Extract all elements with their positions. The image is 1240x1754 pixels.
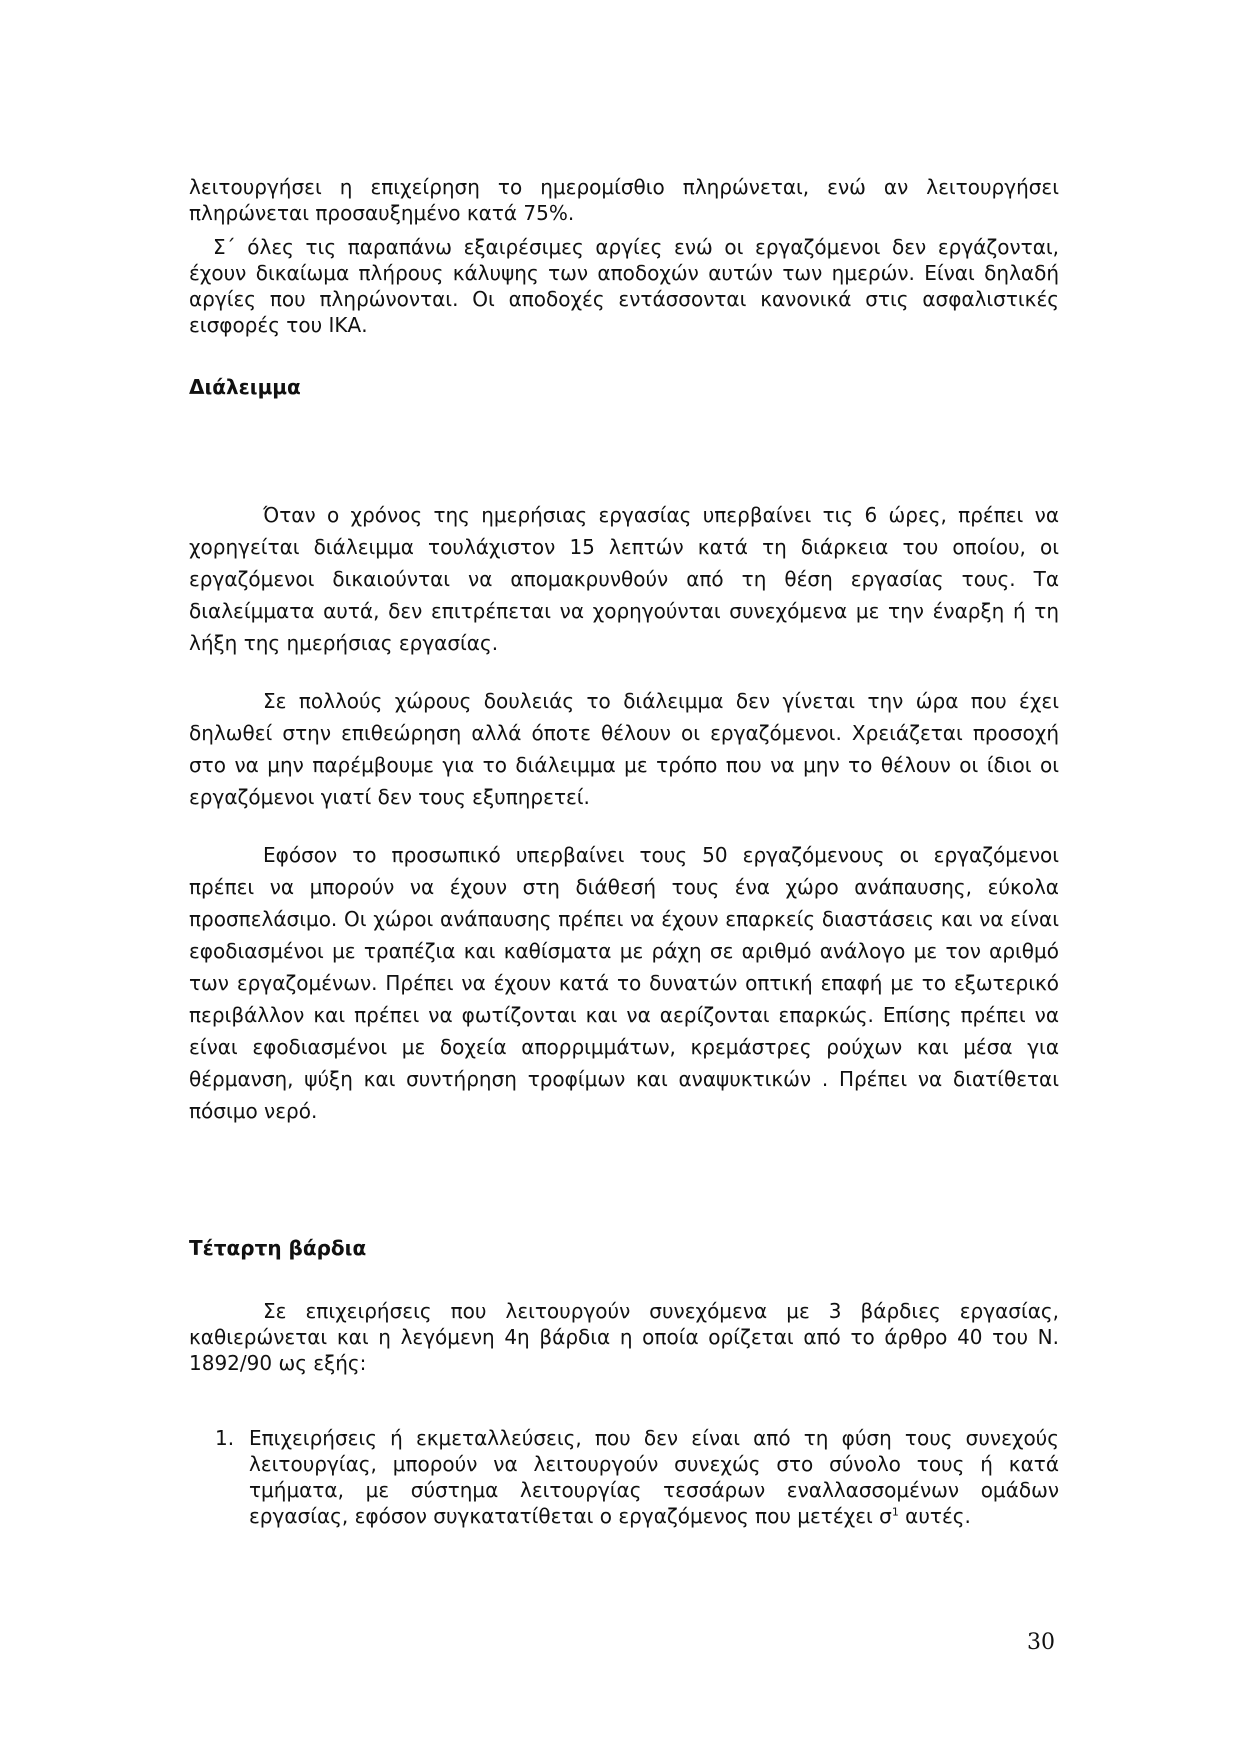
section-heading-fourth-shift: Τέταρτη βάρδια bbox=[189, 1236, 367, 1260]
fourth-shift-intro bbox=[189, 1298, 1059, 1376]
break-section-body bbox=[189, 499, 1059, 1153]
page-number: 30 bbox=[1027, 1630, 1055, 1655]
list-item bbox=[189, 1425, 1059, 1529]
paragraph-holidays: Σ΄ όλες τις παραπάνω εξαιρέσιμες αργίες ενώ οι εργαζόμενοι δεν εργάζονται, έχουν δικαίωμα πλήρους κάλυψης των αποδοχών αυτών των ημερών. Είναι δηλαδή αργίες που πληρώνονται. Οι αποδοχές εντάσσονται κανονικά στις ασφαλιστικές εισφορές του ΙΚΑ. bbox=[189, 235, 1059, 337]
list-item-number: 1. bbox=[215, 1426, 235, 1450]
section-heading-break: Διάλειμμα bbox=[189, 375, 301, 399]
paragraph-overtime: λειτουργήσει η επιχείρηση το ημερομίσθιο πληρώνεται, ενώ αν λειτουργήσει πληρώνεται προσαυξημένο κατά 75%. bbox=[189, 175, 1059, 225]
paragraph-break-3: Εφόσον το προσωπικό υπερβαίνει τους 50 εργαζόμενους οι εργαζόμενοι πρέπει να μπορούν να έχουν στη διάθεσή τους ένα χώρο ανάπαυσης, εύκολα προσπελάσιμο. Οι χώροι ανάπαυσης πρέπει να έχουν επαρκείς διαστάσεις και να είναι εφοδιασμένοι με τραπέζια και καθίσματα με ράχη σε αριθμό ανάλογο με τον αριθμό των εργαζομένων. Πρέπει να έχουν κατά το δυνατών οπτική επαφή με το εξωτερικό περιβάλλον και πρέπει να φωτίζονται και να αερίζονται επαρκώς. Επίσης πρέπει να είναι εφοδιασμένοι με δοχεία απορριμμάτων, κρεμάστρες ρούχων και μέσα για θέρμανση, ψύξη και συντήρηση τροφίμων και αναψυκτικών . Πρέπει να διατίθεται πόσιμο νερό. bbox=[189, 843, 1059, 1123]
list-item-text: Επιχειρήσεις ή εκμεταλλεύσεις, που δεν είναι από τη φύση τους συνεχούς λειτουργίας, μπορούν να λειτουργούν συνεχώς στο σύνολο τους ή κατά τμήματα, με σύστημα λειτουργίας τεσσάρων εναλλασσομένων ομάδων εργασίας, εφόσον συγκατατίθεται ο εργαζόμενος που μετέχει $\sigma^1$ αυτές. bbox=[249, 1426, 1059, 1528]
numbered-list bbox=[189, 1425, 1059, 1529]
paragraph-break-1: Όταν ο χρόνος της ημερήσιας εργασίας υπερβαίνει τις 6 ώρες, πρέπει να χορηγείται διάλειμμα τουλάχιστον 15 λεπτών κατά τη διάρκεια του οποίου, οι εργαζόμενοι δικαιούνται να απομακρυνθούν από τη θέση εργασίας τους. Τα διαλείμματα αυτά, δεν επιτρέπεται να χορηγούνται συνεχόμενα με την έναρξη ή τη λήξη της ημερήσιας εργασίας. bbox=[189, 503, 1059, 655]
paragraph-break-2: Σε πολλούς χώρους δουλειάς το διάλειμμα δεν γίνεται την ώρα που έχει δηλωθεί στην επιθεώρηση αλλά όποτε θέλουν οι εργαζόμενοι. Χρειάζεται προσοχή στο να μην παρέμβουμε για το διάλειμμα με τρόπο που να μην το θέλουν οι ίδιοι οι εργαζόμενοι γιατί δεν τους εξυπηρετεί. bbox=[189, 689, 1059, 809]
superscript-marker: 1 bbox=[891, 1505, 899, 1519]
top-section bbox=[189, 174, 1059, 338]
paragraph-fourth-shift-intro: Σε επιχειρήσεις που λειτουργούν συνεχόμενα με 3 βάρδιες εργασίας, καθιερώνεται και η λεγόμενη 4η βάρδια η οποία ορίζεται από το άρθρο 40 του Ν. 1892/90 ως εξής: bbox=[189, 1299, 1059, 1375]
